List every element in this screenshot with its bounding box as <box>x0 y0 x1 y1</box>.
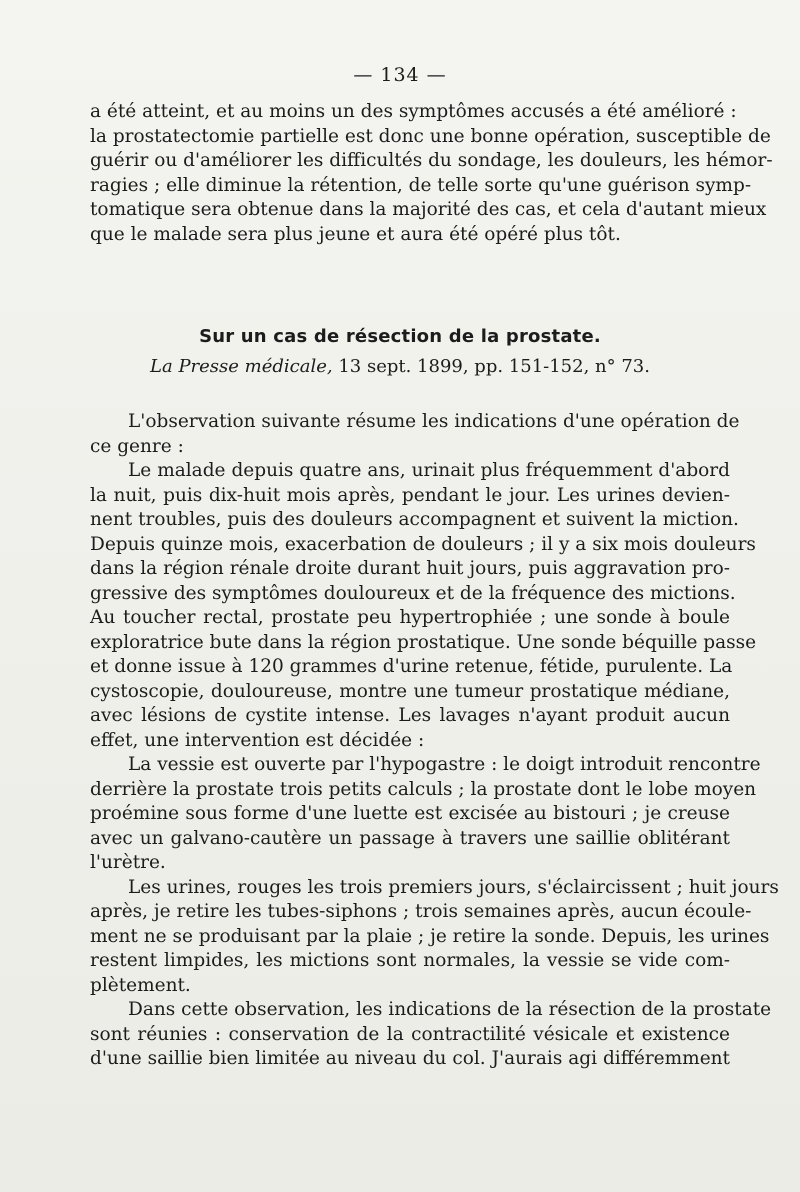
section-heading: Sur un cas de résection de la prostate. <box>199 326 601 347</box>
text-line: gressive des symptômes douloureux et de la fréquence des mictions. <box>90 582 736 604</box>
text-line: avec un galvano-cautère un passage à travers une saillie oblitérant <box>90 827 730 849</box>
text-line: exploratrice bute dans la région prostatique. Une sonde béquille passe <box>90 631 757 653</box>
text-line: L'observation suivante résume les indications d'une opération de <box>128 411 740 432</box>
text-line: ragies ; elle diminue la rétention, de telle sorte qu'une guérison symp- <box>90 174 752 196</box>
citation-details: 13 sept. 1899, pp. 151-152, n° 73. <box>332 356 650 377</box>
text-line: effet, une intervention est décidée : <box>90 729 425 751</box>
text-line: sont réunies : conservation de la contractilité vésicale et existence <box>90 1023 730 1045</box>
text-line: Au toucher rectal, prostate peu hypertrophiée ; une sonde à boule <box>90 607 730 628</box>
citation <box>0 356 800 377</box>
text-line: ment ne se produisant par la plaie ; je retire la sonde. Depuis, les urines <box>90 925 770 947</box>
text-line: que le malade sera plus jeune et aura été opéré plus tôt. <box>90 223 621 245</box>
text-line: Le malade depuis quatre ans, urinait plus fréquemment d'abord <box>128 460 730 481</box>
text-line: la nuit, puis dix-huit mois après, pendant le jour. Les urines devien- <box>90 484 730 506</box>
text-line: tomatique sera obtenue dans la majorité des cas, et cela d'autant mieux <box>90 199 767 220</box>
text-line: avec lésions de cystite intense. Les lavages n'ayant produit aucun <box>90 705 730 726</box>
body-text <box>90 410 779 1072</box>
citation-journal: La Presse médicale, <box>150 356 333 377</box>
text-line: La vessie est ouverte par l'hypogastre : le doigt introduit rencontre <box>128 754 761 775</box>
text-line: derrière la prostate trois petits calculs ; la prostate dont le lobe moyen <box>90 778 757 800</box>
text-line: ce genre : <box>90 435 184 457</box>
text-line: l'urètre. <box>90 852 166 873</box>
text-line: guérir ou d'améliorer les difficultés du sondage, les douleurs, les hémor- <box>90 150 773 171</box>
paragraph-intro <box>90 100 773 247</box>
text-line: la prostatectomie partielle est donc une bonne opération, susceptible de <box>90 125 771 147</box>
text-line: Les urines, rouges les trois premiers jours, s'éclaircissent ; huit jours <box>128 876 779 898</box>
page-number: — 134 — <box>353 64 447 86</box>
text-line: après, je retire les tubes-siphons ; trois semaines après, aucun écoule- <box>90 901 752 922</box>
text-line: Depuis quinze mois, exacerbation de douleurs ; il y a six mois douleurs <box>90 533 756 555</box>
text-line: dans la région rénale droite durant huit jours, puis aggravation pro- <box>90 558 730 579</box>
text-line: et donne issue à 120 grammes d'urine retenue, fétide, purulente. La <box>90 656 733 677</box>
text-line: nent troubles, puis des douleurs accompagnent et suivent la miction. <box>90 509 739 530</box>
text-line: cystoscopie, douloureuse, montre une tumeur prostatique médiane, <box>90 680 730 702</box>
text-line: d'une saillie bien limitée au niveau du col. J'aurais agi différemment <box>90 1048 730 1069</box>
text-line: restent limpides, les mictions sont normales, la vessie se vide com- <box>90 950 730 971</box>
text-line: a été atteint, et au moins un des symptômes accusés a été amélioré : <box>90 101 737 122</box>
text-line: proémine sous forme d'une luette est excisée au bistouri ; je creuse <box>90 803 730 824</box>
text-line: plètement. <box>90 974 191 996</box>
text-line: Dans cette observation, les indications de la résection de la prostate <box>128 999 772 1020</box>
